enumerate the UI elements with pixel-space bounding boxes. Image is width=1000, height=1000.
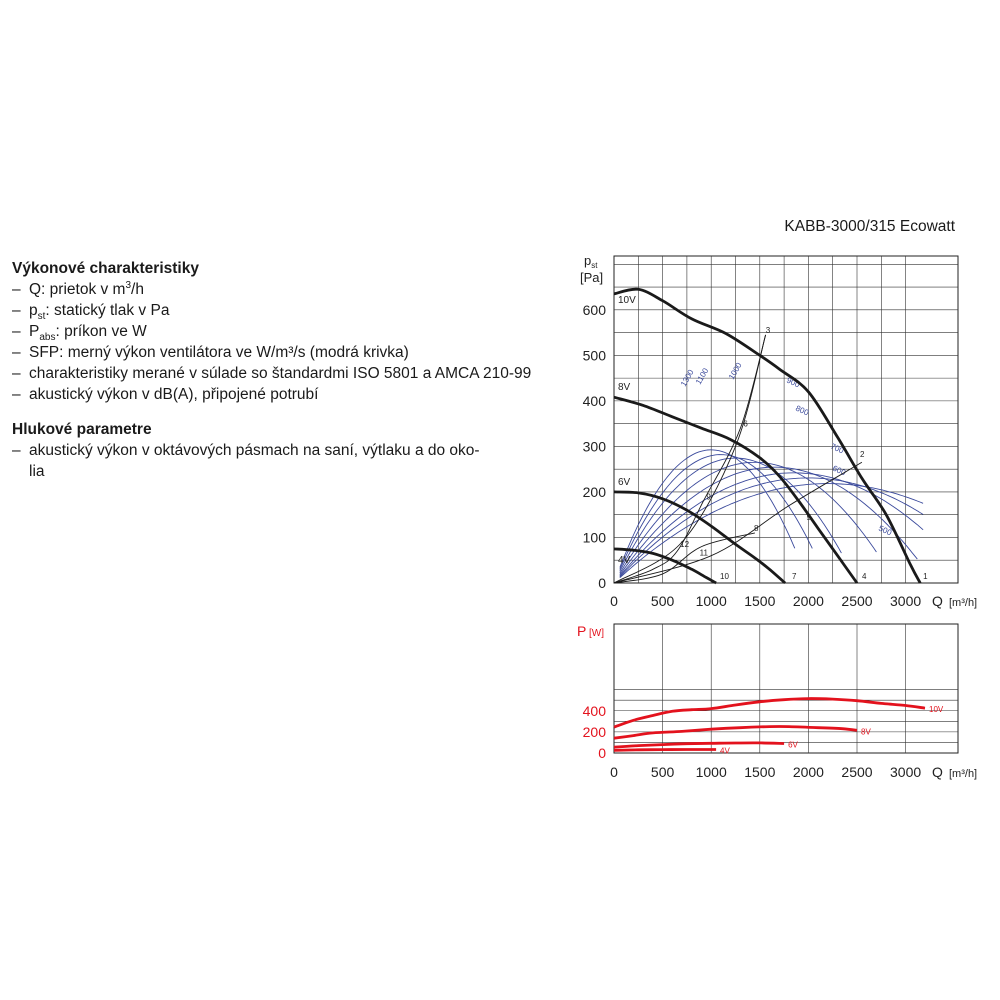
y-tick-label: 400 [582,702,606,719]
sfp-label: 1100 [693,366,711,386]
x-tick-label: 3000 [890,593,922,609]
legend-item-sfp: – SFP: merný výkon ventilátora ve W/m³/s (modrá krivka) [12,344,409,361]
x-tick-label: 1500 [744,764,776,780]
sfp-label: 900 [785,375,802,390]
sfp-label: 500 [877,523,894,538]
system-curve-label: 8 [754,524,759,534]
system-curve-label: 2 [860,449,865,459]
fan-curve-label: 6V [618,477,631,488]
y-tick-label: 400 [582,392,606,409]
system-curve-label: 10 [720,572,729,581]
x-axis-label: Q [932,764,943,780]
x-axis-label: Q [932,593,943,609]
system-curve-label: 4 [861,572,867,581]
noise-heading: Hlukové parametre [12,421,152,438]
y-tick-label: 0 [598,745,606,761]
legend-item-standards: – charakteristiky merané v súlade so štandardmi ISO 5801 a AMCA 210-99 [12,365,532,382]
fan-curve-label: 4V [618,555,631,566]
y-axis-label: $p_{st}$ [584,253,598,270]
chart-title: KABB-3000/315 Ecowatt [784,218,955,235]
y-axis-label: P [577,623,587,639]
y-axis-unit: [W] [589,628,604,639]
y-tick-label: 300 [582,438,606,455]
performance-heading: Výkonové charakteristiky [12,260,199,277]
power-curve-label: 6V [788,740,798,750]
fan-curve-label: 10V [618,295,636,306]
system-curve-label: 3 [765,326,771,336]
system-curve-label: 6 [743,419,748,429]
power-curve-label: 4V [720,746,730,756]
y-tick-label: 500 [582,347,606,364]
y-tick-label: 200 [582,723,606,740]
x-tick-label: 500 [650,593,675,609]
system-curve-label: 7 [791,572,797,581]
x-tick-label: 3000 [890,764,922,780]
y-tick-label: 600 [582,301,606,318]
x-tick-label: 0 [610,764,618,780]
x-axis-unit: [m³/h] [949,768,978,780]
x-tick-label: 2000 [792,764,824,780]
y-axis-unit: [Pa] [580,270,604,285]
y-tick-label: 200 [582,483,606,500]
system-curve-label: 12 [680,540,690,550]
x-axis-unit: [m³/h] [949,597,978,609]
sfp-label: 800 [794,403,811,418]
x-tick-label: 2000 [792,593,824,609]
legend-item-octave: – akustický výkon v oktávových pásmach na saní, výtlaku a do oko- lia [12,442,480,480]
x-tick-label: 2500 [841,764,873,780]
system-curve-label: 9 [706,492,711,502]
sfp-label: 1000 [726,361,744,381]
x-tick-label: 0 [610,593,618,609]
x-tick-label: 2500 [841,593,873,609]
power-curve-label: 10V [929,705,944,715]
y-tick-label: 0 [598,575,606,591]
pressure-plot-frame [614,256,958,583]
system-curve-label: 11 [699,548,708,558]
legend-item-flow: – Q: prietok v $m^3/h$ [12,279,144,298]
legend-item-power: – $P_{abs}$: príkon ve W [12,323,147,344]
sfp-label: 1300 [678,368,696,388]
fan-curve-label: 8V [618,382,631,393]
x-tick-label: 500 [650,764,675,780]
legend-item-static-pressure: – $p_{st}$: statický tlak v Pa [12,302,170,323]
power-curve-label: 8V [861,727,871,737]
x-tick-label: 1500 [744,593,776,609]
power-plot-frame [614,624,958,753]
legend-item-acoustic: – akustický výkon v dB(A), připojené potrubí [12,386,319,403]
x-tick-label: 1000 [695,593,727,609]
x-tick-label: 1000 [695,764,727,780]
system-curve-label: 5 [806,512,811,522]
sfp-label: 700 [829,441,846,456]
power-curve [614,750,716,751]
system-curve-label: 1 [923,572,928,581]
sfp-label: 600 [831,463,848,478]
y-tick-label: 100 [582,529,606,546]
